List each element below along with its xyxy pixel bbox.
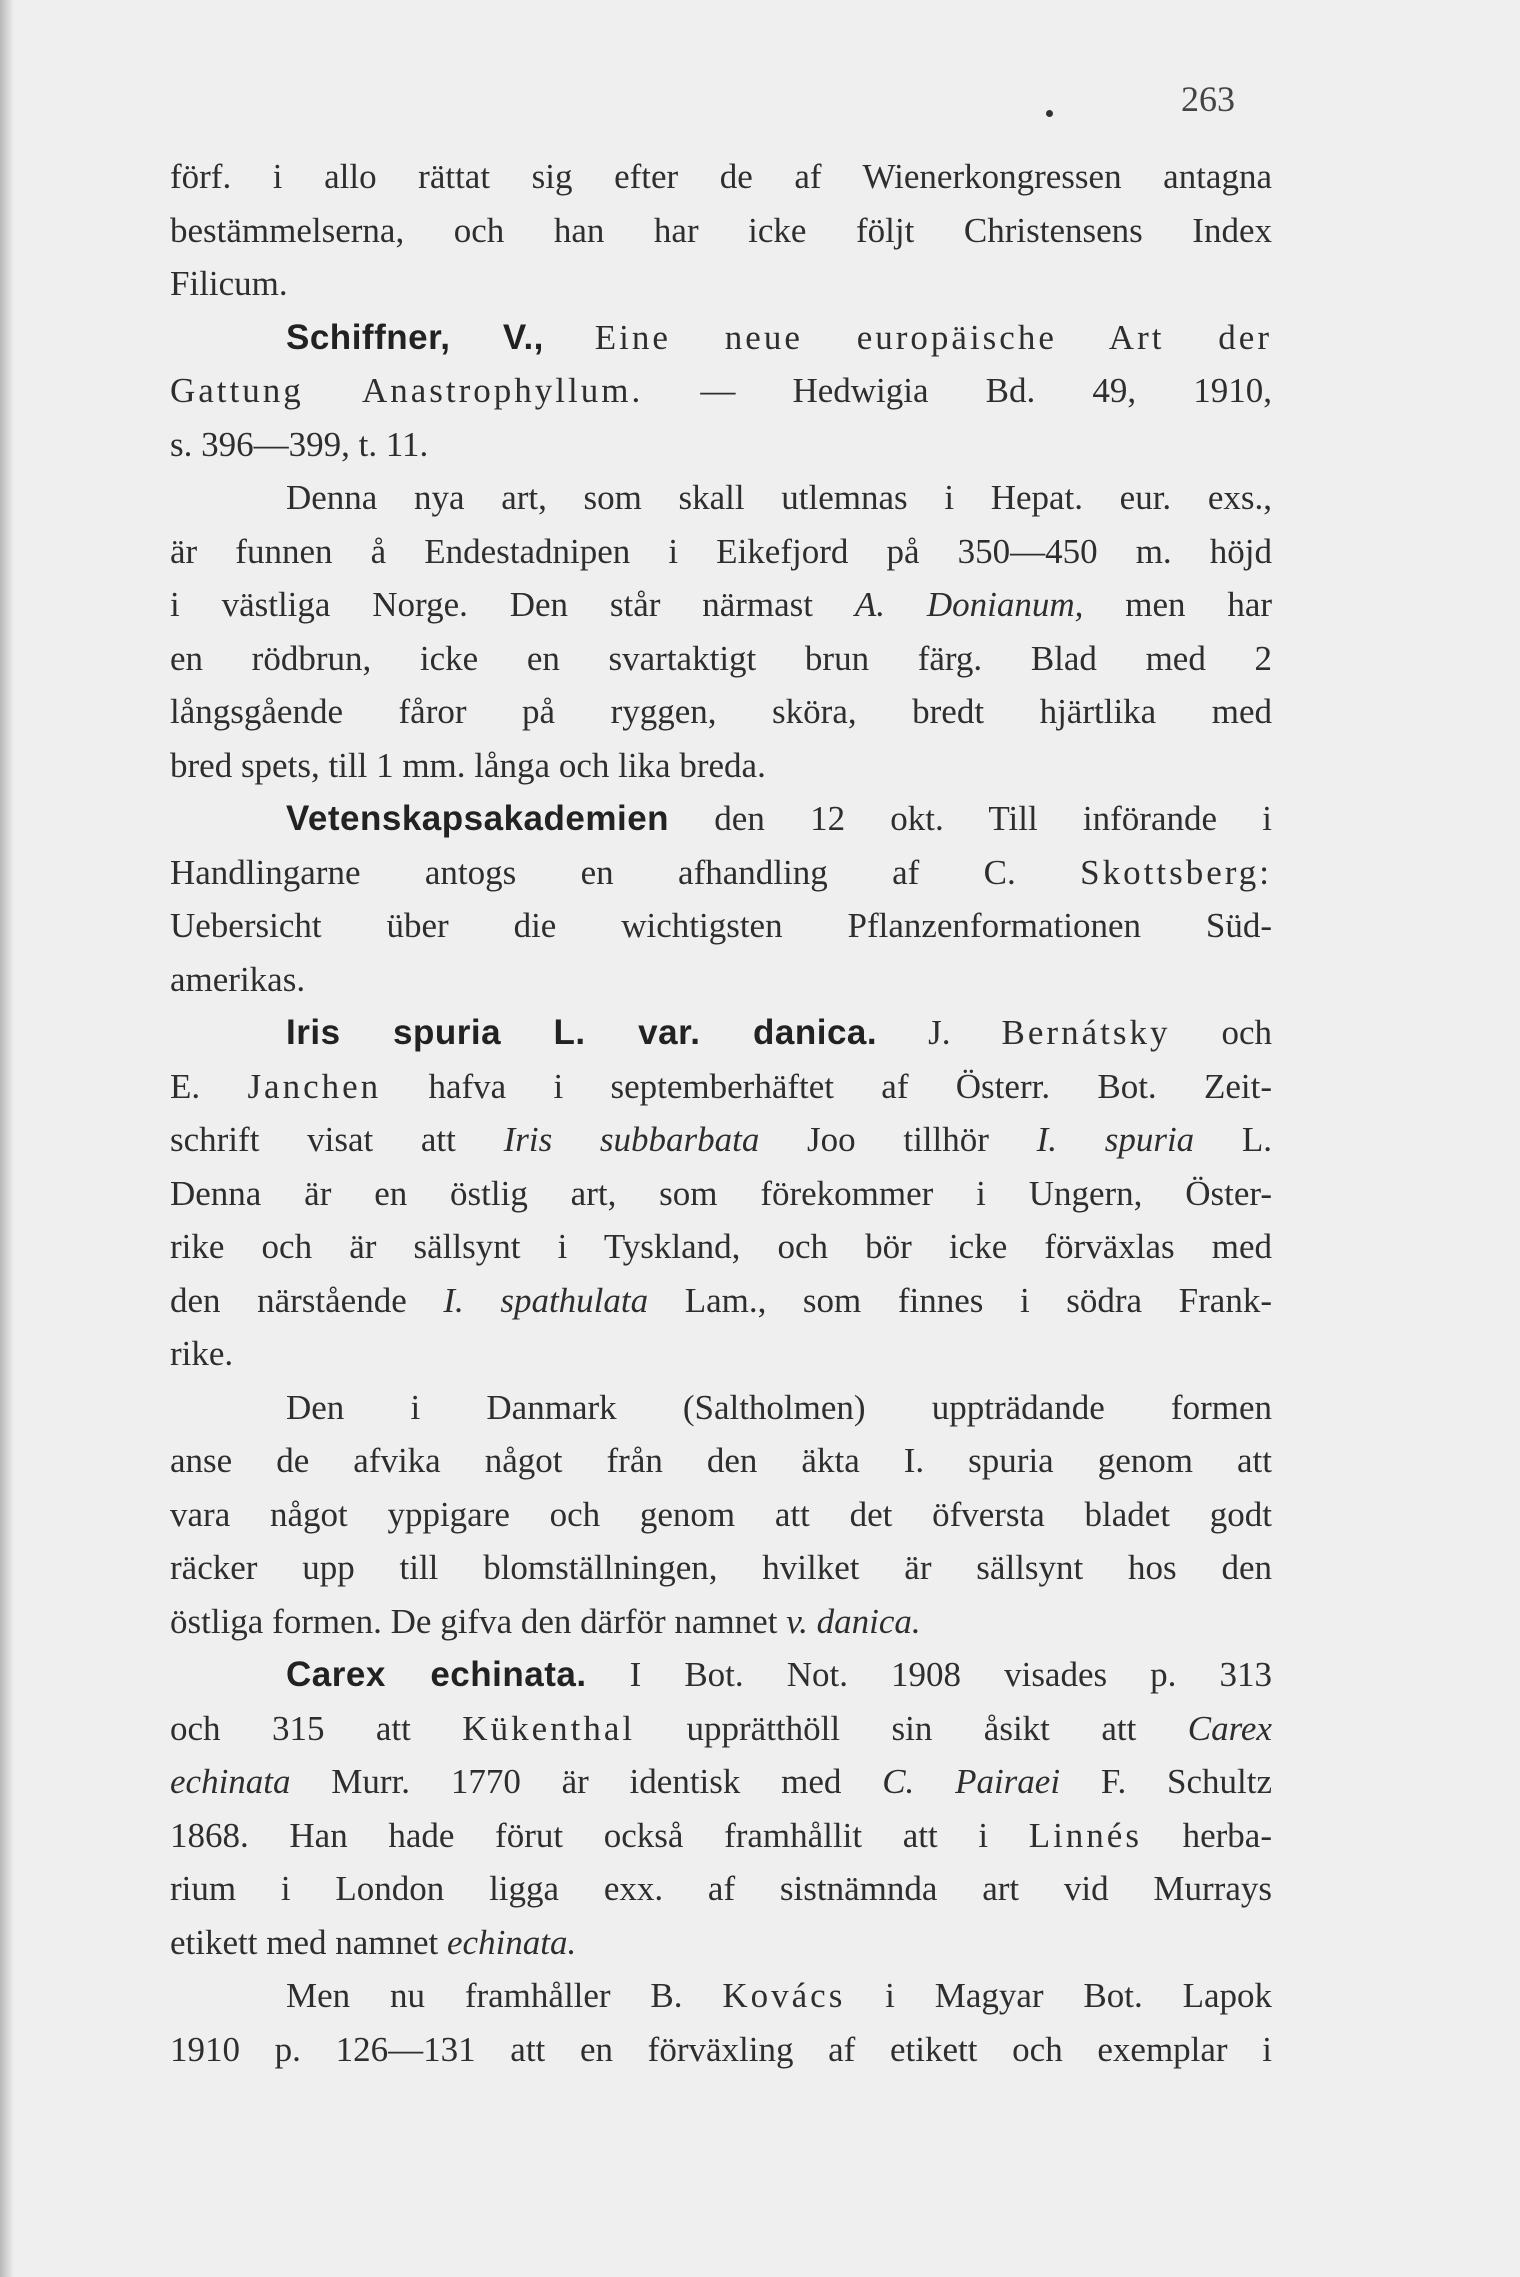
text-line [170, 1809, 1272, 1863]
text-segment: rike. [170, 1334, 234, 1373]
section-heading: Carex echinata. [286, 1655, 587, 1694]
text-segment: A. Donianum, [854, 585, 1084, 624]
text-line [170, 1862, 1272, 1916]
text-line [170, 364, 1272, 418]
text-line [170, 632, 1272, 686]
text-segment: Men nu framhåller B. [286, 1976, 723, 2015]
text-segment: Murr. 1770 är identisk med [290, 1762, 883, 1801]
text-segment: s. 396—399, t. 11. [170, 424, 429, 464]
text-segment: I Bot. Not. 1908 visades p. 313 [586, 1655, 1272, 1694]
text-line [170, 2023, 1272, 2077]
text-segment: rium i London ligga exx. af sistnämnda art vid Murrays [170, 1869, 1272, 1908]
text-line [170, 1648, 1272, 1702]
text-segment: 1910 p. 126—131 att en förväxling af etikett och exemplar i [170, 2029, 1272, 2069]
page-edge-shadow [0, 0, 14, 2277]
text-line [170, 1969, 1272, 2023]
text-segment: Filicum. [170, 264, 288, 303]
text-line [170, 1060, 1272, 1114]
text-segment [544, 318, 595, 357]
text-segment: Uebersicht über die wichtigsten Pflanzenformationen Süd- [170, 906, 1272, 945]
text-segment: F. Schultz [1060, 1762, 1272, 1801]
text-line [170, 1113, 1272, 1167]
text-line [170, 1167, 1272, 1221]
text-line [170, 953, 1272, 1007]
text-line [170, 578, 1272, 632]
text-segment: Joo tillhör [759, 1120, 1037, 1159]
text-segment: förf. i allo rättat sig efter de af Wienerkongressen antagna [170, 157, 1272, 196]
text-segment: amerikas. [170, 959, 306, 999]
text-line [170, 257, 1272, 311]
page-number: 263 [1181, 79, 1235, 119]
text-segment: anse de afvika något från den äkta I. spuria genom att [170, 1441, 1272, 1480]
text-segment: räcker upp till blomställningen, hvilket är sällsynt hos den [170, 1548, 1272, 1587]
text-line [170, 1916, 1272, 1970]
text-segment: schrift visat att [170, 1120, 504, 1159]
text-line [170, 685, 1272, 739]
text-line [170, 1488, 1272, 1542]
text-segment: men har [1083, 585, 1272, 624]
text-line [170, 1755, 1272, 1809]
text-segment: östliga formen. De gifva den därför namnet [170, 1601, 787, 1641]
text-segment: Handlingarne antogs en afhandling af C. [170, 852, 1081, 892]
text-segment: bred spets, till 1 mm. långa och lika breda. [170, 745, 766, 785]
section-heading: Vetenskapsakademien [286, 799, 670, 838]
text-line [170, 1434, 1272, 1488]
text-segment: bestämmelserna, och han har icke följt Christensens Index [170, 210, 1272, 250]
text-segment: den 12 okt. Till införande i [669, 799, 1272, 838]
text-line [170, 1595, 1272, 1649]
text-line [170, 1381, 1272, 1435]
text-segment: Eine neue europäische Art der [594, 317, 1272, 357]
print-speck [1046, 110, 1053, 117]
text-segment: v. danica. [786, 1601, 921, 1641]
text-line [170, 418, 1272, 472]
text-line [170, 846, 1272, 900]
text-segment: och 315 att [170, 1708, 463, 1748]
text-segment: Iris subbarbata [503, 1120, 760, 1159]
text-segment: en rödbrun, icke en svartaktigt brun färg. Blad med 2 [170, 638, 1272, 678]
text-segment: E. [170, 1066, 248, 1106]
text-segment: Carex [1187, 1708, 1272, 1748]
text-segment: rike och är sällsynt i Tyskland, och bör icke förväxlas med [170, 1227, 1272, 1266]
text-segment: Janchen [247, 1066, 382, 1106]
text-segment: J. [877, 1013, 1002, 1052]
text-segment: Skottsberg: [1080, 852, 1272, 892]
text-line [170, 739, 1272, 793]
text-segment: — Hedwigia Bd. 49, 1910, [643, 371, 1272, 410]
text-segment: Lam., som finnes i södra Frank- [648, 1280, 1272, 1320]
text-line [170, 1541, 1272, 1595]
text-segment: den närstående [170, 1280, 444, 1320]
text-line [170, 1327, 1272, 1381]
text-line [170, 1006, 1272, 1060]
text-segment: I. spuria [1036, 1120, 1195, 1159]
text-segment: 1868. Han hade förut också framhållit att i [170, 1815, 1029, 1855]
text-segment: echinata [170, 1762, 291, 1801]
text-segment: L. [1194, 1120, 1272, 1159]
text-segment: Gattung Anastrophyllum. [170, 371, 644, 410]
section-heading: Schiffner, V., [286, 317, 544, 357]
text-line [170, 899, 1272, 953]
text-line [170, 1702, 1272, 1756]
text-segment: hafva i septemberhäftet af Österr. Bot. Zeit- [381, 1066, 1272, 1106]
body-text [170, 150, 1272, 2076]
text-line [170, 204, 1272, 258]
text-segment: Bernátsky [1001, 1013, 1171, 1052]
text-segment: i Magyar Bot. Lapok [845, 1976, 1272, 2015]
text-segment: echinata. [447, 1922, 577, 1962]
text-line [170, 1274, 1272, 1328]
text-line [170, 525, 1272, 579]
text-line [170, 150, 1272, 204]
text-segment: vara något yppigare och genom att det öfversta bladet godt [170, 1494, 1272, 1534]
text-segment: C. Pairaei [882, 1762, 1061, 1801]
text-segment: Denna nya art, som skall utlemnas i Hepat. eur. exs., [286, 478, 1272, 517]
section-heading: Iris spuria L. var. danica. [286, 1013, 878, 1052]
text-segment: Den i Danmark (Saltholmen) uppträdande formen [286, 1387, 1272, 1427]
text-line [170, 1220, 1272, 1274]
text-segment: I. spathulata [443, 1280, 649, 1320]
text-segment: Kükenthal [462, 1708, 636, 1748]
text-segment: är funnen å Endestadnipen i Eikefjord på 350—450 m. höjd [170, 531, 1272, 571]
text-segment: långsgående fåror på ryggen, sköra, bredt hjärtlika med [170, 692, 1272, 731]
text-line [170, 311, 1272, 365]
text-segment: Linnés [1028, 1815, 1142, 1855]
text-line [170, 471, 1272, 525]
text-segment: etikett med namnet [170, 1922, 447, 1962]
text-segment: i västliga Norge. Den står närmast [170, 585, 855, 624]
text-segment: Kovács [722, 1976, 846, 2015]
text-segment: herba- [1141, 1815, 1272, 1855]
text-line [170, 792, 1272, 846]
text-segment: Denna är en östlig art, som förekommer i Ungern, Öster- [170, 1173, 1272, 1213]
text-segment: upprätthöll sin åsikt att [635, 1708, 1188, 1748]
text-segment: och [1170, 1013, 1272, 1052]
